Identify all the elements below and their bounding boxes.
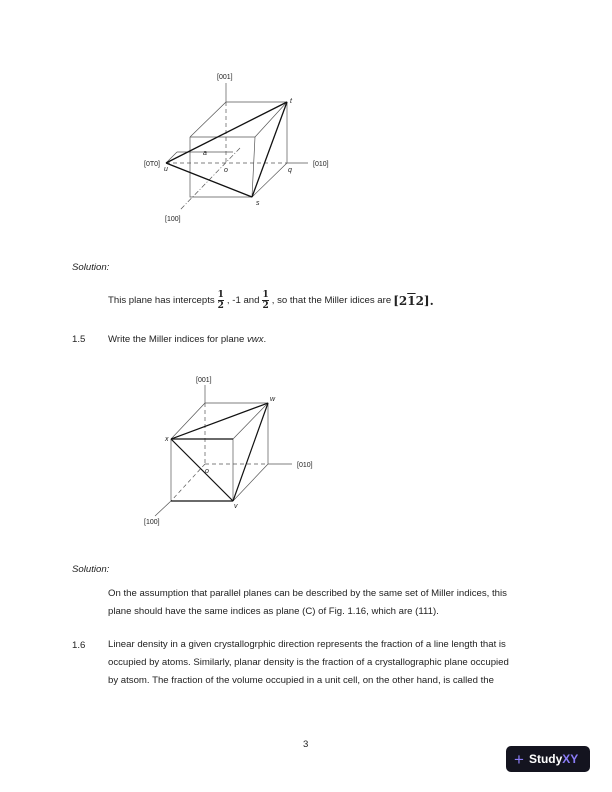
text: , -1 and: [226, 295, 260, 306]
m3: 2].: [415, 293, 434, 308]
text: .: [263, 334, 267, 345]
denominator: 2: [262, 301, 269, 311]
point-t: t: [290, 98, 292, 105]
problem-number: 1.5: [72, 334, 86, 345]
numerator: 1: [262, 290, 269, 300]
text: This plane has intercepts: [108, 295, 215, 306]
denominator: 2: [217, 301, 224, 311]
numerator: 1: [217, 290, 224, 300]
point-w: w: [270, 396, 276, 403]
axis-label-0-10: [0T0]: [144, 161, 160, 168]
badge-text: [529, 752, 578, 766]
text: Write the Miller indices for plane: [108, 334, 247, 345]
figure-plane-stu: [0, 0, 612, 240]
point-q: q: [288, 167, 292, 174]
axis-label-001: [001]: [196, 377, 212, 384]
badge-xy: XY: [562, 752, 579, 766]
m2: 1: [407, 293, 416, 308]
solution-label: Solution:: [72, 262, 110, 273]
point-o: o: [205, 468, 209, 475]
axis-label-100: [100]: [144, 519, 160, 526]
problem-number: 1.6: [72, 640, 86, 651]
axis-label-100: [100]: [165, 216, 181, 223]
text-line: plane should have the same indices as plane (C) of Fig. 1.16, which are (111).: [108, 606, 439, 617]
badge-study: Study: [528, 752, 563, 766]
figure-plane-vwx: [0, 360, 612, 530]
point-o: o: [224, 167, 228, 174]
point-s: s: [256, 200, 260, 207]
problem-paragraph: [108, 636, 528, 690]
point-x: x: [165, 436, 169, 443]
solution-label: Solution:: [72, 564, 110, 575]
plane-name: vwx: [247, 334, 264, 345]
problem-text: [108, 334, 266, 345]
point-v: v: [234, 503, 238, 510]
axis-label-001: [001]: [217, 74, 233, 81]
m1: [2: [393, 293, 408, 308]
studyxy-badge[interactable]: [506, 746, 590, 772]
length-a: a: [203, 150, 207, 157]
solution-text: [108, 290, 434, 311]
axis-label-010: [010]: [297, 462, 313, 469]
fraction-half: [262, 290, 268, 311]
plus-icon: +: [514, 749, 524, 769]
text-line: Linear density in a given crystallogrphic direction represents the fraction of a line length that is: [108, 639, 506, 650]
fraction-half: [218, 290, 224, 311]
text: , so that the Miller idices are: [271, 295, 392, 306]
text-line: by atsom. The fraction of the volume occupied in a unit cell, on the other hand, is called the: [108, 675, 494, 686]
miller-indices: [393, 294, 434, 308]
page-number: 3: [303, 739, 309, 750]
text-line: occupied by atoms. Similarly, planar density is the fraction of a crystallographic plane occupied: [108, 657, 509, 668]
point-u: u: [164, 166, 168, 173]
text-line: On the assumption that parallel planes can be described by the same set of Miller indices, this: [108, 588, 507, 599]
solution-paragraph: [108, 585, 528, 621]
axis-label-010: [010]: [313, 161, 329, 168]
